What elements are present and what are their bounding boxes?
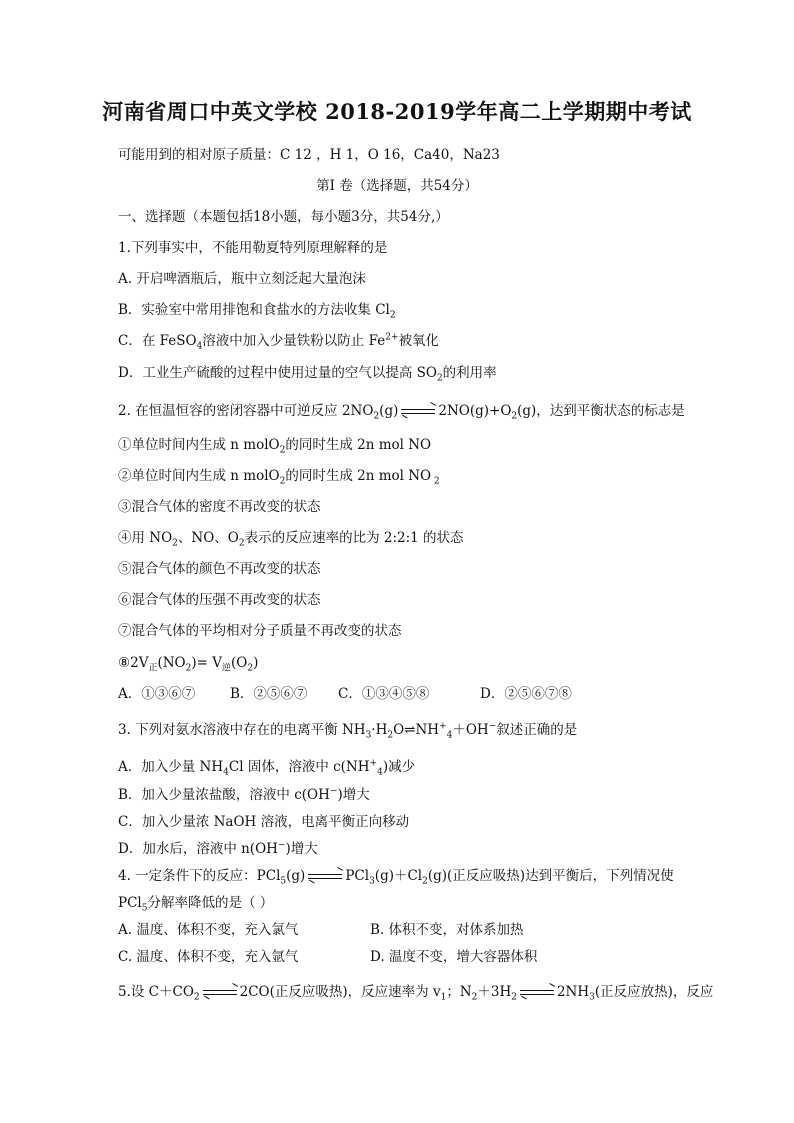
q2-option-d: D．②⑤⑥⑦⑧ [480, 686, 572, 702]
q3-option-c: C．加入少量浓 NaOH 溶液，电离平衡正向移动 [118, 814, 410, 830]
q4-option-c: C. 温度、体积不变，充入氩气 [118, 949, 299, 965]
q3-option-a: A．加入少量 $NH_4Cl$ 固体，溶液中 $c(NH^+_4)$减少 [118, 758, 416, 778]
q1-option-d: D．工业生产硫酸的过程中使用过量的空气以提高 $SO_2$的利用率 [118, 365, 497, 384]
equilibrium-arrow-icon [520, 988, 554, 998]
equilibrium-arrow-icon [401, 407, 435, 417]
q2-item-8: $⑧2V_正(NO_2)= V_逆(O_2)$ [118, 655, 259, 674]
q2-option-a: A．①③⑥⑦ [118, 686, 196, 702]
q5-stem: 5.设 $C+CO_2$ 2CO(正反应吸热)，反应速率为 $v_1$；$N_2+3H_2$ $2NH_3$(正反应放热)，反应 [118, 984, 714, 1003]
q2-item-5: ⑤混合气体的颜色不再改变的状态 [118, 561, 321, 577]
q2-item-3: ③混合气体的密度不再改变的状态 [118, 499, 321, 515]
equilibrium-arrow-icon [308, 872, 342, 882]
part-heading: 第Ⅰ 卷（选择题，共54分） [316, 178, 478, 194]
q4-option-a: A. 温度、体积不变，充入氯气 [118, 922, 299, 938]
q3-stem: 3. 下列对氨水溶液中存在的电离平衡 $NH_3\cdot H_2O\rightleftharpoons NH^+_4+OH^-$叙述正确的是 [118, 721, 578, 741]
q2-item-2: ②单位时间内生成 n molO$_2$的同时生成 2n mol NO $_2$ [118, 468, 440, 487]
q1-option-b: B．实验室中常用排饱和食盐水的方法收集 $Cl_2$ [118, 302, 396, 321]
q2-item-4: ④用 $NO_2$、NO、$O_2$表示的反应速率的比为 2:2:1 的状态 [118, 530, 464, 549]
q2-option-b: B．②⑤⑥⑦ [230, 686, 308, 702]
equilibrium-arrow-icon [203, 988, 237, 998]
q2-item-1: ①单位时间内生成 n molO$_2$的同时生成 2n mol NO [118, 437, 432, 456]
q2-option-c: C．①③④⑤⑧ [338, 686, 430, 702]
q2-stem: 2. 在恒温恒容的密闭容器中可逆反应 $2NO_2(g)$ $2NO(g)+O_2(g)$，达到平衡状态的标志是 [118, 403, 685, 422]
q2-item-7: ⑦混合气体的平均相对分子质量不再改变的状态 [118, 623, 402, 639]
q4-stem: 4. 一定条件下的反应：PCl$_5$(g) $PCl_3(g)+Cl_2(g)$(正反应吸热)达到平衡后，下列情况使 [118, 868, 674, 887]
section-heading: 一、选择题（本题包括18小题，每小题3分，共54分,） [118, 209, 449, 225]
q3-option-b: B．加入少量浓盐酸，溶液中 c(OH−)增大 [118, 786, 370, 803]
exam-title: 河南省周口中英文学校 2018-2019学年高二上学期期中考试 [102, 99, 692, 124]
q1-option-c: C．在 FeSO$_4$溶液中加入少量铁粉以防止 $Fe^{2+}$被氧化 [118, 332, 439, 352]
atomic-masses: 可能用到的相对原子质量：C 12 ，H 1，O 16，Ca40，Na23 [118, 147, 500, 163]
q3-option-d: D．加水后，溶液中 n(OH−)增大 [118, 840, 318, 857]
q4-stem-line2: PCl$_5$分解率降低的是（ ） [118, 895, 274, 914]
q1-stem: 1.下列事实中，不能用勒夏特列原理解释的是 [118, 240, 388, 256]
q4-option-b: B. 体积不变，对体系加热 [370, 922, 524, 938]
q1-option-a: A. 开启啤酒瓶后，瓶中立刻泛起大量泡沫 [118, 271, 366, 287]
q4-option-d: D. 温度不变，增大容器体积 [370, 949, 538, 965]
q2-item-6: ⑥混合气体的压强不再改变的状态 [118, 592, 321, 608]
